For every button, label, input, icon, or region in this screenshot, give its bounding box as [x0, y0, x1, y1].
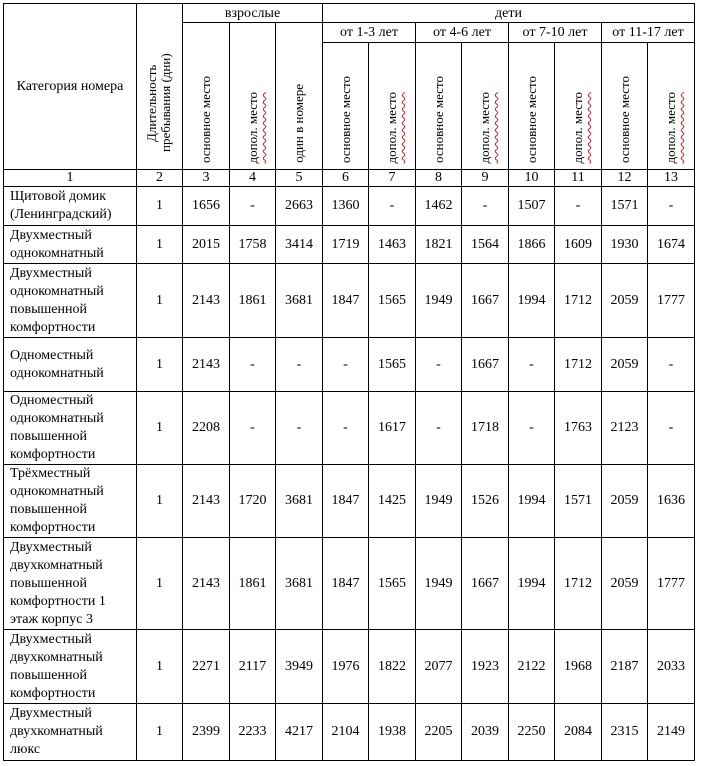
- table-row: [4, 465, 695, 538]
- duration-header: [137, 4, 183, 170]
- column-index: 13: [648, 170, 695, 187]
- price-cell: -: [509, 338, 555, 392]
- column-index: 10: [509, 170, 555, 187]
- age-group-header: от 11-17 лет: [602, 23, 695, 43]
- price-cell: 3949: [276, 630, 323, 704]
- price-cell: 1763: [555, 392, 602, 465]
- children-header: дети: [323, 4, 695, 23]
- price-cell: 1: [137, 704, 183, 761]
- table-row: [4, 704, 695, 761]
- price-cell: 2084: [555, 704, 602, 761]
- price-cell: -: [416, 338, 462, 392]
- column-index: 11: [555, 170, 602, 187]
- price-cell: 1636: [648, 465, 695, 538]
- table-body: [4, 187, 695, 761]
- price-cell: -: [416, 392, 462, 465]
- adult-col-label: основное место: [198, 76, 213, 163]
- price-cell: 2399: [183, 704, 230, 761]
- price-cell: 1462: [416, 187, 462, 226]
- price-cell: 2104: [323, 704, 369, 761]
- table-row: [4, 538, 695, 630]
- room-category: Одноместный однокомнатный повышенной комфортности: [4, 392, 137, 465]
- price-cell: 1: [137, 226, 183, 264]
- price-cell: 1565: [369, 264, 416, 338]
- price-cell: 1: [137, 630, 183, 704]
- price-cell: 1667: [462, 538, 509, 630]
- price-cell: 1: [137, 264, 183, 338]
- room-category: Одноместный однокомнатный: [4, 338, 137, 392]
- price-cell: 2663: [276, 187, 323, 226]
- price-cell: -: [648, 338, 695, 392]
- index-row: [4, 170, 695, 187]
- price-cell: 2143: [183, 264, 230, 338]
- age-group-header: от 7-10 лет: [509, 23, 602, 43]
- room-category: Двухместный двухкомнатный повышенной комфортности 1 этаж корпус 3: [4, 538, 137, 630]
- price-cell: 2033: [648, 630, 695, 704]
- price-cell: 2122: [509, 630, 555, 704]
- child-col-label: основное место: [523, 76, 539, 163]
- child-main-header: [416, 43, 462, 170]
- room-category: Трёхместный однокомнатный повышенной комфортности: [4, 465, 137, 538]
- column-index: 9: [462, 170, 509, 187]
- price-cell: 1609: [555, 226, 602, 264]
- child-col-label: допол. место: [477, 91, 492, 163]
- price-cell: 2015: [183, 226, 230, 264]
- price-cell: 1667: [462, 338, 509, 392]
- child-col-label: допол. место: [384, 91, 399, 163]
- price-cell: 2117: [230, 630, 276, 704]
- child-main-header: [509, 43, 555, 170]
- price-cell: 1617: [369, 392, 416, 465]
- adults-header: взрослые: [183, 4, 323, 23]
- price-cell: 1656: [183, 187, 230, 226]
- column-index: 3: [183, 170, 230, 187]
- price-cell: 3681: [276, 465, 323, 538]
- room-category: Двухместный однокомнатный: [4, 226, 137, 264]
- price-cell: 1847: [323, 465, 369, 538]
- price-cell: 3681: [276, 538, 323, 630]
- price-table: [3, 3, 695, 761]
- price-cell: 2315: [602, 704, 648, 761]
- price-cell: 2149: [648, 704, 695, 761]
- price-cell: 2250: [509, 704, 555, 761]
- price-cell: 1994: [509, 538, 555, 630]
- child-extra-header: [462, 43, 509, 170]
- price-cell: 2143: [183, 465, 230, 538]
- price-cell: 2077: [416, 630, 462, 704]
- table-row: [4, 264, 695, 338]
- column-index: 7: [369, 170, 416, 187]
- price-cell: -: [323, 392, 369, 465]
- price-cell: 1360: [323, 187, 369, 226]
- age-group-header: от 1-3 лет: [323, 23, 416, 43]
- child-main-header: [602, 43, 648, 170]
- price-cell: 1930: [602, 226, 648, 264]
- price-cell: 1821: [416, 226, 462, 264]
- category-header: Категория номера: [4, 4, 137, 170]
- price-cell: 2059: [602, 264, 648, 338]
- price-cell: 1994: [509, 264, 555, 338]
- child-extra-header: [555, 43, 602, 170]
- price-cell: 1: [137, 465, 183, 538]
- price-cell: 1719: [323, 226, 369, 264]
- price-cell: 1994: [509, 465, 555, 538]
- price-cell: -: [230, 187, 276, 226]
- price-cell: -: [276, 392, 323, 465]
- price-cell: 1923: [462, 630, 509, 704]
- adult-col-header: [183, 23, 230, 170]
- price-cell: 1949: [416, 465, 462, 538]
- table-row: [4, 392, 695, 465]
- column-index: 8: [416, 170, 462, 187]
- table-row: [4, 187, 695, 226]
- price-cell: -: [648, 392, 695, 465]
- price-cell: 1712: [555, 338, 602, 392]
- price-cell: -: [323, 338, 369, 392]
- price-cell: -: [462, 187, 509, 226]
- child-col-label: основное место: [337, 76, 353, 163]
- room-category: Двухместный двухкомнатный повышенной комфортности: [4, 630, 137, 704]
- column-index: 12: [602, 170, 648, 187]
- price-cell: 1712: [555, 538, 602, 630]
- price-cell: 4217: [276, 704, 323, 761]
- price-cell: -: [276, 338, 323, 392]
- adult-col-header: [276, 23, 323, 170]
- price-cell: 1: [137, 392, 183, 465]
- price-cell: 1571: [602, 187, 648, 226]
- room-category: Щитовой домик (Ленинградский): [4, 187, 137, 226]
- price-cell: -: [369, 187, 416, 226]
- price-cell: 1674: [648, 226, 695, 264]
- child-col-label: допол. место: [663, 91, 678, 163]
- column-index: 1: [4, 170, 137, 187]
- price-cell: 2059: [602, 465, 648, 538]
- price-cell: 1463: [369, 226, 416, 264]
- child-main-header: [323, 43, 369, 170]
- child-col-label: допол. место: [570, 91, 585, 163]
- price-cell: 1: [137, 538, 183, 630]
- price-cell: -: [509, 392, 555, 465]
- price-cell: 1565: [369, 538, 416, 630]
- price-cell: 2059: [602, 338, 648, 392]
- adult-col-header: [230, 23, 276, 170]
- column-index: 4: [230, 170, 276, 187]
- price-cell: 1720: [230, 465, 276, 538]
- price-cell: 2059: [602, 538, 648, 630]
- price-cell: -: [555, 187, 602, 226]
- column-index: 2: [137, 170, 183, 187]
- price-cell: 3414: [276, 226, 323, 264]
- price-cell: 2205: [416, 704, 462, 761]
- adult-col-label: допол. место: [244, 91, 260, 163]
- price-cell: 1: [137, 338, 183, 392]
- price-cell: 1822: [369, 630, 416, 704]
- price-cell: -: [230, 392, 276, 465]
- price-cell: 1777: [648, 264, 695, 338]
- child-extra-header: [369, 43, 416, 170]
- price-cell: -: [648, 187, 695, 226]
- price-cell: 2143: [183, 338, 230, 392]
- price-cell: 2123: [602, 392, 648, 465]
- price-cell: 1564: [462, 226, 509, 264]
- price-cell: 1949: [416, 264, 462, 338]
- duration-header-text: Длительность пребывания (дни): [143, 53, 173, 153]
- price-cell: 1667: [462, 264, 509, 338]
- price-cell: 1861: [230, 538, 276, 630]
- price-cell: 2233: [230, 704, 276, 761]
- price-cell: 1949: [416, 538, 462, 630]
- price-cell: 1718: [462, 392, 509, 465]
- price-cell: 1976: [323, 630, 369, 704]
- price-cell: 1861: [230, 264, 276, 338]
- price-cell: -: [230, 338, 276, 392]
- price-cell: 1425: [369, 465, 416, 538]
- price-cell: 1866: [509, 226, 555, 264]
- price-cell: 2208: [183, 392, 230, 465]
- price-cell: 1565: [369, 338, 416, 392]
- price-cell: 1777: [648, 538, 695, 630]
- room-category: Двухместный однокомнатный повышенной комфортности: [4, 264, 137, 338]
- price-cell: 2187: [602, 630, 648, 704]
- table-row: [4, 226, 695, 264]
- price-cell: 2039: [462, 704, 509, 761]
- price-cell: 1847: [323, 538, 369, 630]
- price-cell: 1847: [323, 264, 369, 338]
- price-cell: 1712: [555, 264, 602, 338]
- child-col-label: основное место: [616, 76, 632, 163]
- column-index: 6: [323, 170, 369, 187]
- price-cell: 2143: [183, 538, 230, 630]
- adult-col-label: один в номере: [291, 84, 306, 163]
- price-cell: 1968: [555, 630, 602, 704]
- price-cell: 1526: [462, 465, 509, 538]
- room-category: Двухместный двухкомнатный люкс: [4, 704, 137, 761]
- table-row: [4, 630, 695, 704]
- column-index: 5: [276, 170, 323, 187]
- table-row: [4, 338, 695, 392]
- age-group-header: от 4-6 лет: [416, 23, 509, 43]
- price-cell: 1938: [369, 704, 416, 761]
- price-cell: 1758: [230, 226, 276, 264]
- price-cell: 3681: [276, 264, 323, 338]
- price-cell: 1507: [509, 187, 555, 226]
- child-col-label: основное место: [430, 76, 446, 163]
- price-cell: 1: [137, 187, 183, 226]
- child-extra-header: [648, 43, 695, 170]
- price-cell: 2271: [183, 630, 230, 704]
- price-cell: 1571: [555, 465, 602, 538]
